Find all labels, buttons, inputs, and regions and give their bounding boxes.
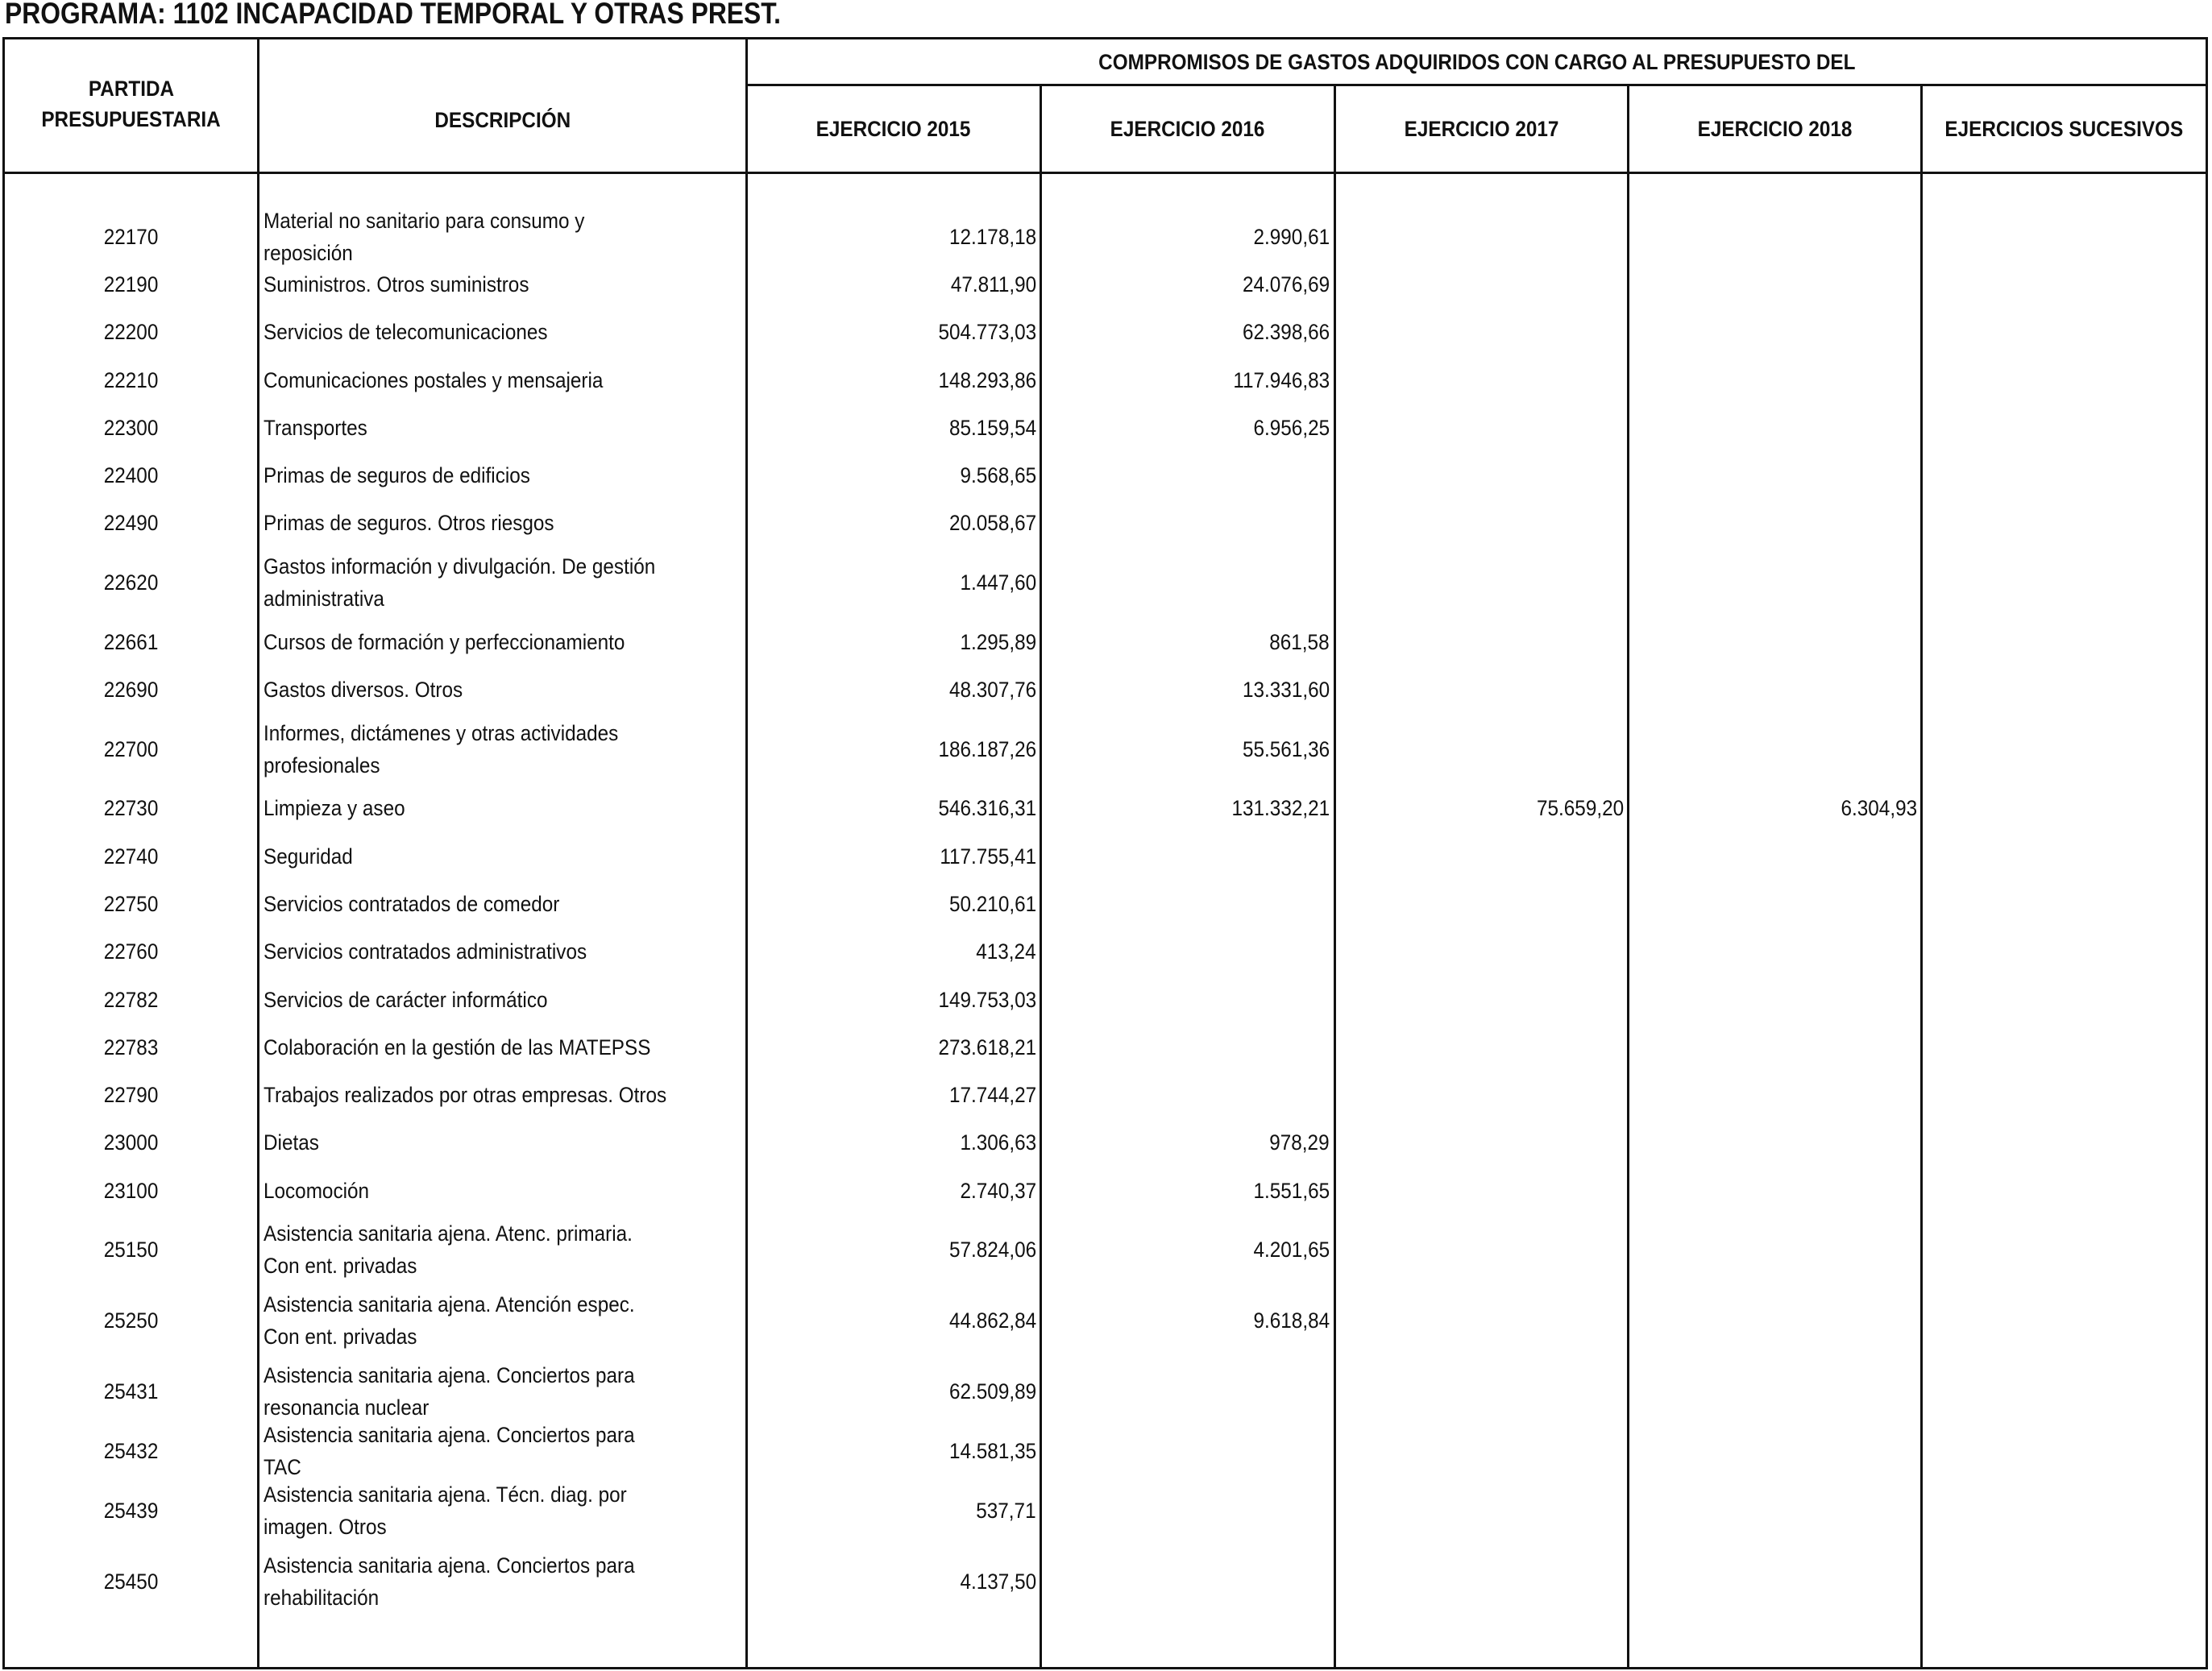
ejercicios-sucesivos-cell xyxy=(1924,785,2205,832)
ejercicio-2016-cell: 4.201,65 xyxy=(1253,1238,1330,1263)
ejercicio-2016-cell: 62.398,66 xyxy=(1242,320,1330,345)
ejercicio-2017-cell xyxy=(1337,500,1624,547)
ejercicio-2018-cell xyxy=(1630,1214,1917,1285)
partida-cell: 22790 xyxy=(103,1083,159,1108)
table-row xyxy=(5,880,2206,927)
header-descripcion: DESCRIPCIÓN xyxy=(434,108,571,132)
ejercicios-sucesivos-cell xyxy=(1924,1214,2205,1285)
ejercicios-sucesivos-cell xyxy=(1924,451,2205,499)
ejercicio-2016-cell: 6.956,25 xyxy=(1253,415,1330,440)
header-partida-line1: PARTIDA xyxy=(88,77,174,101)
ejercicio-2015-cell: 1.447,60 xyxy=(960,570,1036,595)
ejercicio-2015-cell: 2.740,37 xyxy=(960,1178,1036,1203)
table-row xyxy=(5,356,2206,404)
ejercicio-2015-cell: 20.058,67 xyxy=(948,511,1036,536)
descripcion-cell: Trabajos realizados por otras empresas. Otros xyxy=(264,1083,667,1108)
ejercicios-sucesivos-cell xyxy=(1924,1167,2205,1214)
ejercicio-2016-cell: 131.332,21 xyxy=(1231,796,1330,821)
table-row xyxy=(5,1475,2206,1546)
ejercicio-2015-cell: 1.306,63 xyxy=(960,1130,1036,1155)
table-row xyxy=(5,309,2206,356)
ejercicio-2016-cell xyxy=(1043,928,1330,976)
partida-cell: 22730 xyxy=(103,796,159,821)
ejercicios-sucesivos-cell xyxy=(1924,1427,2205,1474)
ejercicio-2018-cell xyxy=(1630,880,1917,927)
ejercicios-sucesivos-cell xyxy=(1924,1023,2205,1071)
ejercicio-2016-cell xyxy=(1043,451,1330,499)
header-ejercicios-sucesivos: EJERCICIOS SUCESIVOS xyxy=(1944,117,2184,141)
table-row xyxy=(5,1071,2206,1118)
descripcion-cell: Limpieza y aseo xyxy=(264,796,405,821)
partida-cell: 25432 xyxy=(103,1438,159,1463)
ejercicio-2016-cell xyxy=(1043,880,1330,927)
table-row xyxy=(5,1214,2206,1285)
descripcion-cell: Asistencia sanitaria ajena. Técn. diag. por imagen. Otros xyxy=(264,1482,627,1539)
ejercicios-sucesivos-cell xyxy=(1924,404,2205,451)
ejercicio-2016-cell xyxy=(1043,547,1330,618)
ejercicios-sucesivos-cell xyxy=(1924,309,2205,356)
descripcion-cell: Material no sanitario para consumo y reposición xyxy=(264,208,585,265)
ejercicio-2017-cell xyxy=(1337,1546,1624,1617)
ejercicio-2018-cell xyxy=(1630,832,1917,880)
descripcion-cell: Informes, dictámenes y otras actividades profesionales xyxy=(264,720,619,777)
ejercicio-2017-cell xyxy=(1337,1023,1624,1071)
ejercicio-2015-cell: 273.618,21 xyxy=(938,1035,1036,1059)
ejercicio-2016-cell xyxy=(1043,1427,1330,1474)
ejercicio-2017-cell xyxy=(1337,547,1624,618)
ejercicio-2018-cell xyxy=(1630,1475,1917,1546)
partida-cell: 25250 xyxy=(103,1308,159,1333)
header-ejercicio-2016: EJERCICIO 2016 xyxy=(1110,117,1265,141)
partida-cell: 25150 xyxy=(103,1238,159,1263)
descripcion-cell: Dietas xyxy=(264,1130,319,1155)
descripcion-cell: Servicios de telecomunicaciones xyxy=(264,320,548,345)
descripcion-cell: Primas de seguros. Otros riesgos xyxy=(264,511,554,536)
ejercicio-2016-cell: 2.990,61 xyxy=(1253,224,1330,249)
table-row xyxy=(5,260,2206,308)
table-row xyxy=(5,665,2206,713)
partida-cell: 22783 xyxy=(103,1035,159,1059)
ejercicio-2018-cell xyxy=(1630,500,1917,547)
ejercicios-sucesivos-cell xyxy=(1924,1475,2205,1546)
ejercicio-2015-cell: 148.293,86 xyxy=(938,367,1036,392)
descripcion-cell: Asistencia sanitaria ajena. Conciertos para TAC xyxy=(264,1423,635,1479)
partida-cell: 25431 xyxy=(103,1379,159,1404)
ejercicio-2015-cell: 537,71 xyxy=(976,1498,1036,1523)
partida-cell: 22400 xyxy=(103,463,159,488)
ejercicio-2017-cell xyxy=(1337,1475,1624,1546)
header-partida-line2: PRESUPUESTARIA xyxy=(41,107,221,131)
ejercicio-2017-cell xyxy=(1337,665,1624,713)
budget-table xyxy=(2,37,2208,1669)
descripcion-cell: Asistencia sanitaria ajena. Conciertos para resonancia nuclear xyxy=(264,1363,635,1420)
ejercicio-2015-cell: 546.316,31 xyxy=(938,796,1036,821)
ejercicio-2016-cell: 13.331,60 xyxy=(1242,678,1330,703)
ejercicio-2018-cell xyxy=(1630,1427,1917,1474)
table-row xyxy=(5,1546,2206,1617)
ejercicio-2016-cell: 9.618,84 xyxy=(1253,1308,1330,1333)
partida-cell: 22190 xyxy=(103,272,159,296)
descripcion-cell: Asistencia sanitaria ajena. Atenc. primaria. Con ent. privadas xyxy=(264,1221,633,1279)
ejercicio-2016-cell xyxy=(1043,832,1330,880)
partida-cell: 22210 xyxy=(103,367,159,392)
ejercicio-2018-cell xyxy=(1630,547,1917,618)
ejercicio-2015-cell: 85.159,54 xyxy=(948,415,1036,440)
ejercicio-2015-cell: 12.178,18 xyxy=(948,224,1036,249)
ejercicio-2018-cell xyxy=(1630,1119,1917,1167)
ejercicio-2018-cell xyxy=(1630,356,1917,404)
ejercicio-2017-cell xyxy=(1337,451,1624,499)
table-row xyxy=(5,1167,2206,1214)
ejercicio-2015-cell: 1.295,89 xyxy=(960,629,1036,654)
table-row xyxy=(5,1023,2206,1071)
partida-cell: 22170 xyxy=(103,224,159,249)
partida-cell: 22740 xyxy=(103,844,159,869)
partida-cell: 25450 xyxy=(103,1569,159,1594)
ejercicio-2015-cell: 44.862,84 xyxy=(948,1308,1036,1333)
descripcion-cell: Suministros. Otros suministros xyxy=(264,272,529,296)
table-row xyxy=(5,451,2206,499)
ejercicio-2016-cell xyxy=(1043,1546,1330,1617)
ejercicios-sucesivos-cell xyxy=(1924,1071,2205,1118)
descripcion-cell: Cursos de formación y perfeccionamiento xyxy=(264,629,625,654)
ejercicios-sucesivos-cell xyxy=(1924,213,2205,260)
ejercicio-2017-cell xyxy=(1337,1119,1624,1167)
ejercicio-2018-cell xyxy=(1630,260,1917,308)
ejercicios-sucesivos-cell xyxy=(1924,500,2205,547)
partida-cell: 22760 xyxy=(103,939,159,964)
ejercicio-2018-cell xyxy=(1630,928,1917,976)
partida-cell: 25439 xyxy=(103,1498,159,1523)
ejercicio-2016-cell: 117.946,83 xyxy=(1233,367,1330,392)
ejercicio-2015-cell: 14.581,35 xyxy=(948,1438,1036,1463)
ejercicio-2017-cell xyxy=(1337,1071,1624,1118)
header-ejercicio-2017: EJERCICIO 2017 xyxy=(1404,117,1559,141)
ejercicio-2015-cell: 47.811,90 xyxy=(950,272,1036,296)
ejercicio-2018-cell xyxy=(1630,618,1917,665)
descripcion-cell: Locomoción xyxy=(264,1178,370,1203)
ejercicio-2015-cell: 62.509,89 xyxy=(948,1379,1036,1404)
ejercicio-2018-cell xyxy=(1630,213,1917,260)
ejercicios-sucesivos-cell xyxy=(1924,1119,2205,1167)
table-row xyxy=(5,1119,2206,1167)
ejercicio-2017-cell xyxy=(1337,1167,1624,1214)
ejercicio-2017-cell xyxy=(1337,213,1624,260)
ejercicio-2017-cell xyxy=(1337,714,1624,785)
ejercicio-2016-cell xyxy=(1043,1023,1330,1071)
table-row xyxy=(5,500,2206,547)
ejercicio-2018-cell xyxy=(1630,309,1917,356)
ejercicio-2015-cell: 9.568,65 xyxy=(960,463,1036,488)
ejercicio-2016-cell: 978,29 xyxy=(1269,1130,1330,1155)
ejercicio-2018-cell xyxy=(1630,976,1917,1023)
partida-cell: 22300 xyxy=(103,415,159,440)
ejercicios-sucesivos-cell xyxy=(1924,547,2205,618)
ejercicios-sucesivos-cell xyxy=(1924,832,2205,880)
ejercicio-2018-cell xyxy=(1630,665,1917,713)
descripcion-cell: Servicios de carácter informático xyxy=(264,987,548,1012)
ejercicio-2018-cell xyxy=(1630,1023,1917,1071)
ejercicio-2015-cell: 57.824,06 xyxy=(948,1238,1036,1263)
partida-cell: 23000 xyxy=(103,1130,159,1155)
ejercicio-2017-cell xyxy=(1337,260,1624,308)
header-ejercicio-2015: EJERCICIO 2015 xyxy=(816,117,971,141)
ejercicio-2015-cell: 50.210,61 xyxy=(948,891,1036,916)
partida-cell: 22700 xyxy=(103,736,159,761)
ejercicio-2016-cell xyxy=(1043,1475,1330,1546)
table-row xyxy=(5,547,2206,618)
header-ejercicio-2018: EJERCICIO 2018 xyxy=(1697,117,1853,141)
table-row xyxy=(5,785,2206,832)
ejercicios-sucesivos-cell xyxy=(1924,618,2205,665)
ejercicios-sucesivos-cell xyxy=(1924,260,2205,308)
table-row xyxy=(5,1356,2206,1427)
table-row xyxy=(5,208,2206,265)
ejercicio-2016-cell xyxy=(1043,976,1330,1023)
ejercicios-sucesivos-cell xyxy=(1924,1356,2205,1427)
ejercicio-2018-cell xyxy=(1630,1546,1917,1617)
descripcion-cell: Colaboración en la gestión de las MATEPSS xyxy=(264,1035,651,1059)
ejercicio-2017-cell xyxy=(1337,1285,1624,1356)
ejercicio-2015-cell: 149.753,03 xyxy=(938,987,1036,1012)
ejercicio-2015-cell: 4.137,50 xyxy=(960,1569,1036,1594)
header-divider xyxy=(5,172,2206,174)
ejercicio-2017-cell xyxy=(1337,1356,1624,1427)
ejercicio-2017-cell xyxy=(1337,880,1624,927)
ejercicio-2017-cell xyxy=(1337,1427,1624,1474)
ejercicio-2015-cell: 504.773,03 xyxy=(938,320,1036,345)
ejercicios-sucesivos-cell xyxy=(1924,1546,2205,1617)
partida-cell: 22750 xyxy=(103,891,159,916)
ejercicio-2018-cell: 6.304,93 xyxy=(1841,796,1917,821)
table-row xyxy=(5,976,2206,1023)
ejercicios-sucesivos-cell xyxy=(1924,928,2205,976)
ejercicios-sucesivos-cell xyxy=(1924,880,2205,927)
descripcion-cell: Servicios contratados de comedor xyxy=(264,891,560,916)
descripcion-cell: Asistencia sanitaria ajena. Conciertos para rehabilitación xyxy=(264,1553,635,1610)
ejercicio-2017-cell xyxy=(1337,928,1624,976)
descripcion-cell: Asistencia sanitaria ajena. Atención espec. Con ent. privadas xyxy=(264,1292,635,1350)
descripcion-cell: Seguridad xyxy=(264,844,353,869)
descripcion-cell: Gastos información y divulgación. De gestión administrativa xyxy=(264,554,656,612)
header-partida xyxy=(5,72,257,136)
descripcion-cell: Primas de seguros de edificios xyxy=(264,463,530,488)
ejercicio-2016-cell xyxy=(1043,1356,1330,1427)
ejercicio-2015-cell: 186.187,26 xyxy=(938,736,1036,761)
ejercicio-2017-cell xyxy=(1337,1214,1624,1285)
partida-cell: 22490 xyxy=(103,511,159,536)
ejercicio-2017-cell xyxy=(1337,618,1624,665)
ejercicio-2016-cell: 861,58 xyxy=(1269,629,1330,654)
ejercicios-sucesivos-cell xyxy=(1924,665,2205,713)
partida-cell: 22620 xyxy=(103,570,159,595)
ejercicio-2016-cell xyxy=(1043,500,1330,547)
ejercicio-2016-cell: 1.551,65 xyxy=(1253,1178,1330,1203)
ejercicio-2015-cell: 17.744,27 xyxy=(948,1083,1036,1108)
partida-cell: 23100 xyxy=(103,1178,159,1203)
partida-cell: 22661 xyxy=(103,629,159,654)
ejercicio-2015-cell: 117.755,41 xyxy=(940,844,1036,869)
partida-cell: 22200 xyxy=(103,320,159,345)
ejercicio-2017-cell xyxy=(1337,404,1624,451)
table-row xyxy=(5,832,2206,880)
ejercicio-2015-cell: 413,24 xyxy=(976,939,1036,964)
descripcion-cell: Gastos diversos. Otros xyxy=(264,678,463,703)
table-row xyxy=(5,928,2206,976)
table-row xyxy=(5,404,2206,451)
table-row xyxy=(5,1285,2206,1356)
table-body xyxy=(5,208,2206,1617)
ejercicio-2018-cell xyxy=(1630,1167,1917,1214)
ejercicio-2018-cell xyxy=(1630,1356,1917,1427)
descripcion-cell: Comunicaciones postales y mensajeria xyxy=(264,367,604,392)
header-compromisos: COMPROMISOS DE GASTOS ADQUIRIDOS CON CARGO AL PRESUPUESTO DEL xyxy=(1098,49,1856,74)
ejercicios-sucesivos-cell xyxy=(1924,976,2205,1023)
ejercicio-2017-cell xyxy=(1337,309,1624,356)
ejercicio-2018-cell xyxy=(1630,451,1917,499)
ejercicios-sucesivos-cell xyxy=(1924,1285,2205,1356)
partida-cell: 22690 xyxy=(103,678,159,703)
table-row xyxy=(5,1423,2206,1479)
ejercicio-2018-cell xyxy=(1630,1071,1917,1118)
page-title: PROGRAMA: 1102 INCAPACIDAD TEMPORAL Y OTRAS PREST. xyxy=(5,0,782,30)
table-row xyxy=(5,714,2206,785)
table-row xyxy=(5,618,2206,665)
descripcion-cell: Transportes xyxy=(264,415,367,440)
ejercicios-sucesivos-cell xyxy=(1924,714,2205,785)
descripcion-cell: Servicios contratados administrativos xyxy=(264,939,587,964)
ejercicio-2017-cell: 75.659,20 xyxy=(1536,796,1624,821)
ejercicio-2016-cell: 55.561,36 xyxy=(1242,736,1330,761)
ejercicios-sucesivos-cell xyxy=(1924,356,2205,404)
ejercicio-2018-cell xyxy=(1630,714,1917,785)
ejercicio-2018-cell xyxy=(1630,404,1917,451)
ejercicio-2016-cell xyxy=(1043,1071,1330,1118)
ejercicio-2017-cell xyxy=(1337,976,1624,1023)
ejercicio-2017-cell xyxy=(1337,832,1624,880)
ejercicio-2015-cell: 48.307,76 xyxy=(948,678,1036,703)
ejercicio-2018-cell xyxy=(1630,1285,1917,1356)
ejercicio-2016-cell: 24.076,69 xyxy=(1242,272,1330,296)
partida-cell: 22782 xyxy=(103,987,159,1012)
ejercicio-2017-cell xyxy=(1337,356,1624,404)
